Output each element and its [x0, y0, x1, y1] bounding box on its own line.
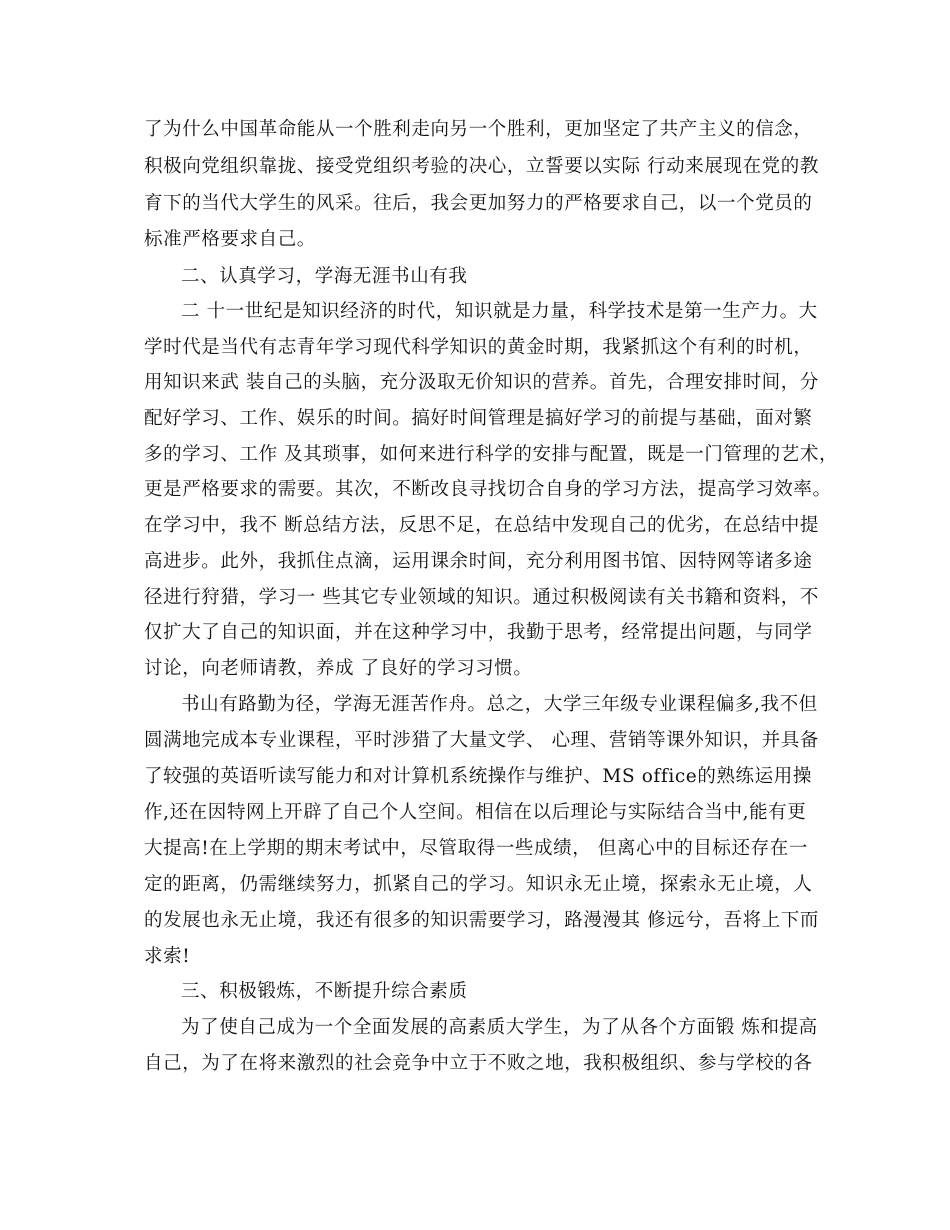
text-line: 高进步。此外，我抓住点滴，运用课余时间，充分利用图书馆、因特网等诸多途: [144, 551, 813, 572]
text-line: 更是严格要求的需要。其次，不断改良寻找切合自身的学习方法，提高学习效率。: [144, 479, 832, 500]
text-line: 在学习中，我不 断总结方法，反思不足，在总结中发现自己的优劣，在总结中提: [144, 515, 819, 536]
text-line: 圆满地完成本专业课程，平时涉猎了大量文学、 心理、营销等课外知识，并具备: [144, 730, 819, 751]
text-line: 自己，为了在将来激烈的社会竞争中立于不败之地，我积极组织、参与学校的各: [144, 1053, 813, 1074]
text-line: 书山有路勤为径，学海无涯苦作舟。总之，大学三年级专业课程偏多,我不但: [181, 694, 818, 715]
text-line: 配好学习、工作、娱乐的时间。搞好时间管理是搞好学习的前提与基础，面对繁: [144, 408, 813, 429]
text-line: 作,还在因特网上开辟了自己个人空间。相信在以后理论与实际结合当中,能有更: [144, 802, 807, 823]
text-line: 径进行狩猎，学习一 些其它专业领域的知识。通过积极阅读有关书籍和资料，不: [144, 587, 819, 608]
text-line: 用知识来武 装自己的头脑，充分汲取无价知识的营养。首先，合理安排时间，分: [144, 372, 819, 393]
text-line: 仅扩大了自己的知识面，并在这种学习中，我勤于思考，经常提出问题，与同学: [144, 622, 813, 643]
text-line: 为了使自己成为一个全面发展的高素质大学生，为了从各个方面锻 炼和提高: [181, 1017, 818, 1038]
section-heading: 二、认真学习，学海无涯书山有我: [181, 266, 468, 287]
text-line: 了为什么中国革命能从一个胜利走向另一个胜利，更加坚定了共产主义的信念，: [144, 119, 813, 140]
text-line: 多的学习、工作 及其琐事，如何来进行科学的安排与配置，既是一门管理的艺术，: [144, 444, 839, 465]
text-line: 积极向党组织靠拢、接受党组织考验的决心，立誓要以实际 行动来展现在党的教: [144, 156, 819, 177]
text-line: 的发展也永无止境，我还有很多的知识需要学习，路漫漫其 修远兮，吾将上下而: [144, 910, 819, 931]
text-line: 二 十一世纪是知识经济的时代，知识就是力量，科学技术是第一生产力。大: [181, 301, 818, 322]
text-line: 标准严格要求自己。: [144, 229, 316, 250]
text-line: 求索!: [144, 946, 191, 967]
text-line: 育下的当代大学生的风采。往后，我会更加努力的严格要求自己，以一个党员的: [144, 193, 813, 214]
text-line: 定的距离，仍需继续努力，抓紧自己的学习。知识永无止境，探索永无止境，人: [144, 874, 813, 895]
text-line: 讨论，向老师请教，养成 了良好的学习习惯。: [144, 658, 533, 679]
text-line: 了较强的英语听读写能力和对计算机系统操作与维护、MS office的熟练运用操: [144, 766, 812, 787]
section-heading: 三、积极锻炼，不断提升综合素质: [181, 981, 468, 1002]
text-line: 大提高!在上学期的期末考试中，尽管取得一些成绩， 但离心中的目标还存在一: [144, 838, 808, 859]
text-line: 学时代是当代有志青年学习现代科学知识的黄金时期，我紧抓这个有利的时机，: [144, 337, 813, 358]
